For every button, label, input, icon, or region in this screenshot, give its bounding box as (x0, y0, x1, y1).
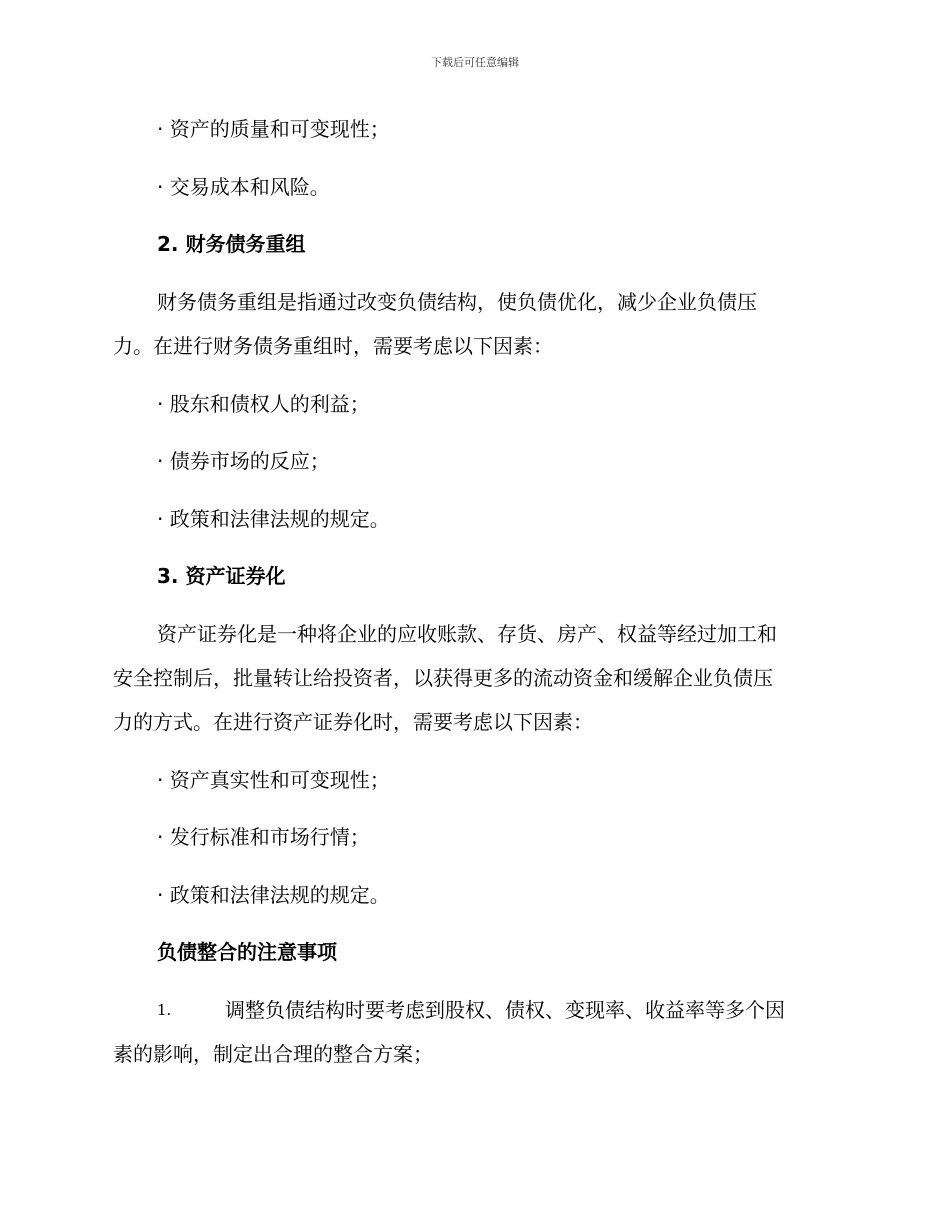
paragraph-line: 财务债务重组是指通过改变负债结构，使负债优化，减少企业负债压 (157, 290, 757, 314)
paragraph-line: 力。在进行财务债务重组时，需要考虑以下因素： (113, 334, 553, 358)
page-header-note: 下载后可任意编辑 (431, 56, 519, 69)
section-heading-debt-restructuring: 2. 财务债务重组 (157, 232, 306, 256)
paragraph-line: 力的方式。在进行资产证券化时，需要考虑以下因素： (113, 710, 593, 734)
paragraph-line: 安全控制后，批量转让给投资者，以获得更多的流动资金和缓解企业负债压 (113, 666, 773, 690)
section-heading-securitization: 3. 资产证券化 (157, 564, 286, 588)
bullet-asset-authenticity: · 资产真实性和可变现性； (157, 768, 390, 792)
bullet-policy-law: · 政策和法律法规的规定。 (157, 507, 390, 531)
list-item-text: 素的影响，制定出合理的整合方案； (113, 1042, 433, 1066)
bullet-asset-quality: · 资产的质量和可变现性； (157, 117, 390, 141)
section-heading-notes: 负债整合的注意事项 (157, 940, 337, 964)
bullet-transaction-cost: · 交易成本和风险。 (157, 175, 330, 199)
bullet-shareholder-interest: · 股东和债权人的利益； (157, 392, 370, 416)
list-item-text: 调整负债结构时要考虑到股权、债权、变现率、收益率等多个因 (225, 998, 785, 1022)
bullet-bond-market: · 债券市场的反应； (157, 449, 330, 473)
bullet-issuance-standard: · 发行标准和市场行情； (157, 825, 370, 849)
list-item-number: 1. (157, 1001, 172, 1019)
paragraph-line: 资产证券化是一种将企业的应收账款、存货、房产、权益等经过加工和 (157, 622, 777, 646)
bullet-policy-law: · 政策和法律法规的规定。 (157, 883, 390, 907)
